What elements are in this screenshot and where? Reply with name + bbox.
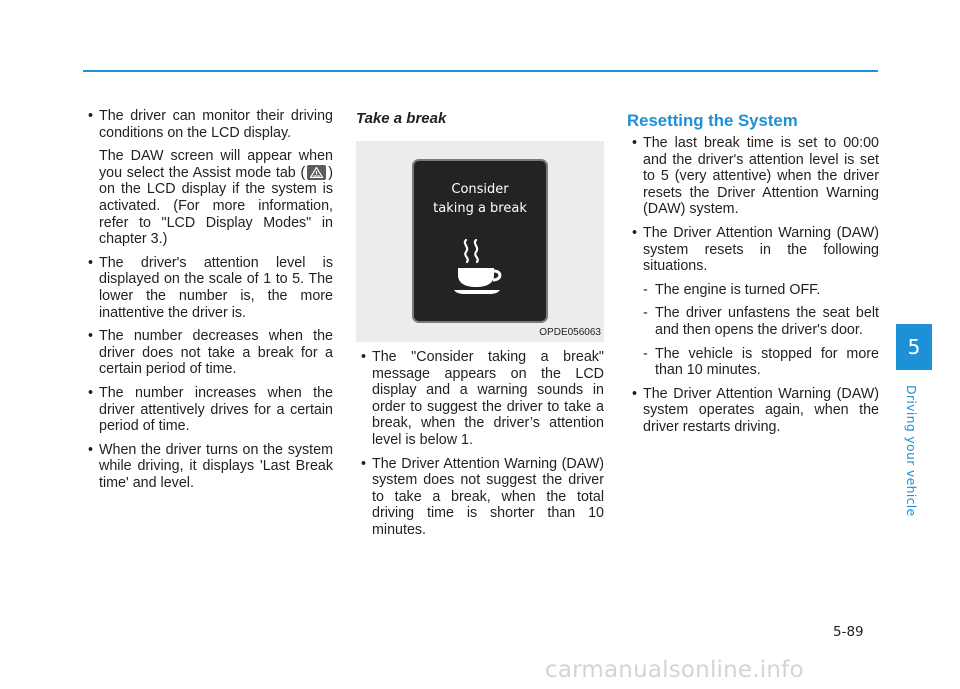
bullet-attention-level: • The driver's attention level is displayed on the scale of 1 to 5. The lower the number is, the more inattentive the driver is. bbox=[83, 255, 333, 321]
chapter-number-tab: 5 bbox=[896, 324, 932, 370]
dash-marker: - bbox=[643, 305, 648, 322]
bullet-number-decreases: • The number decreases when the driver does not take a break for a certain period of time. bbox=[83, 328, 333, 378]
watermark: carmanualsonline.info bbox=[545, 657, 804, 683]
lcd-message-line2: taking a break bbox=[433, 201, 527, 216]
bullet-consider-break-message: • The "Consider taking a break" message appears on the LCD display and a warning sounds in order to suggest the driver to take a break, when the driver’s attention level is below 1. bbox=[356, 349, 604, 449]
bullet-system-resets: • The Driver Attention Warning (DAW) system resets in the following situations. bbox=[627, 225, 879, 275]
assist-mode-tab-icon bbox=[307, 165, 326, 180]
section-title-resetting: Resetting the System bbox=[627, 111, 798, 130]
column-middle bbox=[356, 108, 604, 546]
daw-screen-text-before: The DAW screen will appear when you select the Assist mode tab ( bbox=[99, 148, 333, 181]
sub-item-text: The driver unfastens the seat belt and then opens the driver's door. bbox=[655, 305, 879, 338]
sub-item-seat-belt bbox=[627, 305, 879, 338]
figure-code: OPDE056063 bbox=[539, 327, 601, 338]
dash-marker: - bbox=[643, 281, 648, 298]
bullet-last-break-time: • When the driver turns on the system while driving, it displays 'Last Break time' and level. bbox=[83, 442, 333, 492]
sub-item-text: The vehicle is stopped for more than 10 minutes. bbox=[655, 345, 879, 379]
bullet-no-suggestion: • The Driver Attention Warning (DAW) system does not suggest the driver to take a break, when the total driving time is shorter than 10 minutes. bbox=[356, 456, 604, 539]
bullet-last-break-reset: • The last break time is set to 00:00 and the driver's attention level is set to 5 (very attentive) when the driver resets the Driver Attention Warning (DAW) system. bbox=[627, 135, 879, 218]
lcd-message-line1: Consider bbox=[451, 182, 509, 197]
page-number: 5-89 bbox=[833, 624, 864, 640]
coffee-cup-icon bbox=[454, 237, 506, 295]
sub-item-vehicle-stopped bbox=[627, 346, 879, 379]
bullet-number-increases: • The number increases when the driver attentively drives for a certain period of time. bbox=[83, 385, 333, 435]
bullet-operates-again: • The Driver Attention Warning (DAW) system operates again, when the driver restarts driving. bbox=[627, 386, 879, 436]
header-rule bbox=[83, 70, 878, 72]
lcd-screen bbox=[414, 161, 546, 321]
daw-screen-text-after: ) on the LCD display if the system is activated. (For more information, refer to "LCD Display Modes" in chapter 3.) bbox=[99, 164, 333, 248]
sub-item-engine-off bbox=[627, 282, 879, 299]
section-title-take-a-break: Take a break bbox=[356, 110, 447, 127]
daw-screen-paragraph bbox=[83, 148, 333, 248]
chapter-title-vertical: Driving your vehicle bbox=[904, 385, 919, 517]
dash-marker: - bbox=[643, 345, 648, 362]
column-left bbox=[83, 108, 333, 498]
column-right bbox=[627, 108, 879, 443]
figure-consider-break bbox=[356, 141, 604, 342]
bullet-monitor-conditions: • The driver can monitor their driving conditions on the LCD display. bbox=[83, 108, 333, 141]
sub-item-text: The engine is turned OFF. bbox=[655, 281, 821, 298]
